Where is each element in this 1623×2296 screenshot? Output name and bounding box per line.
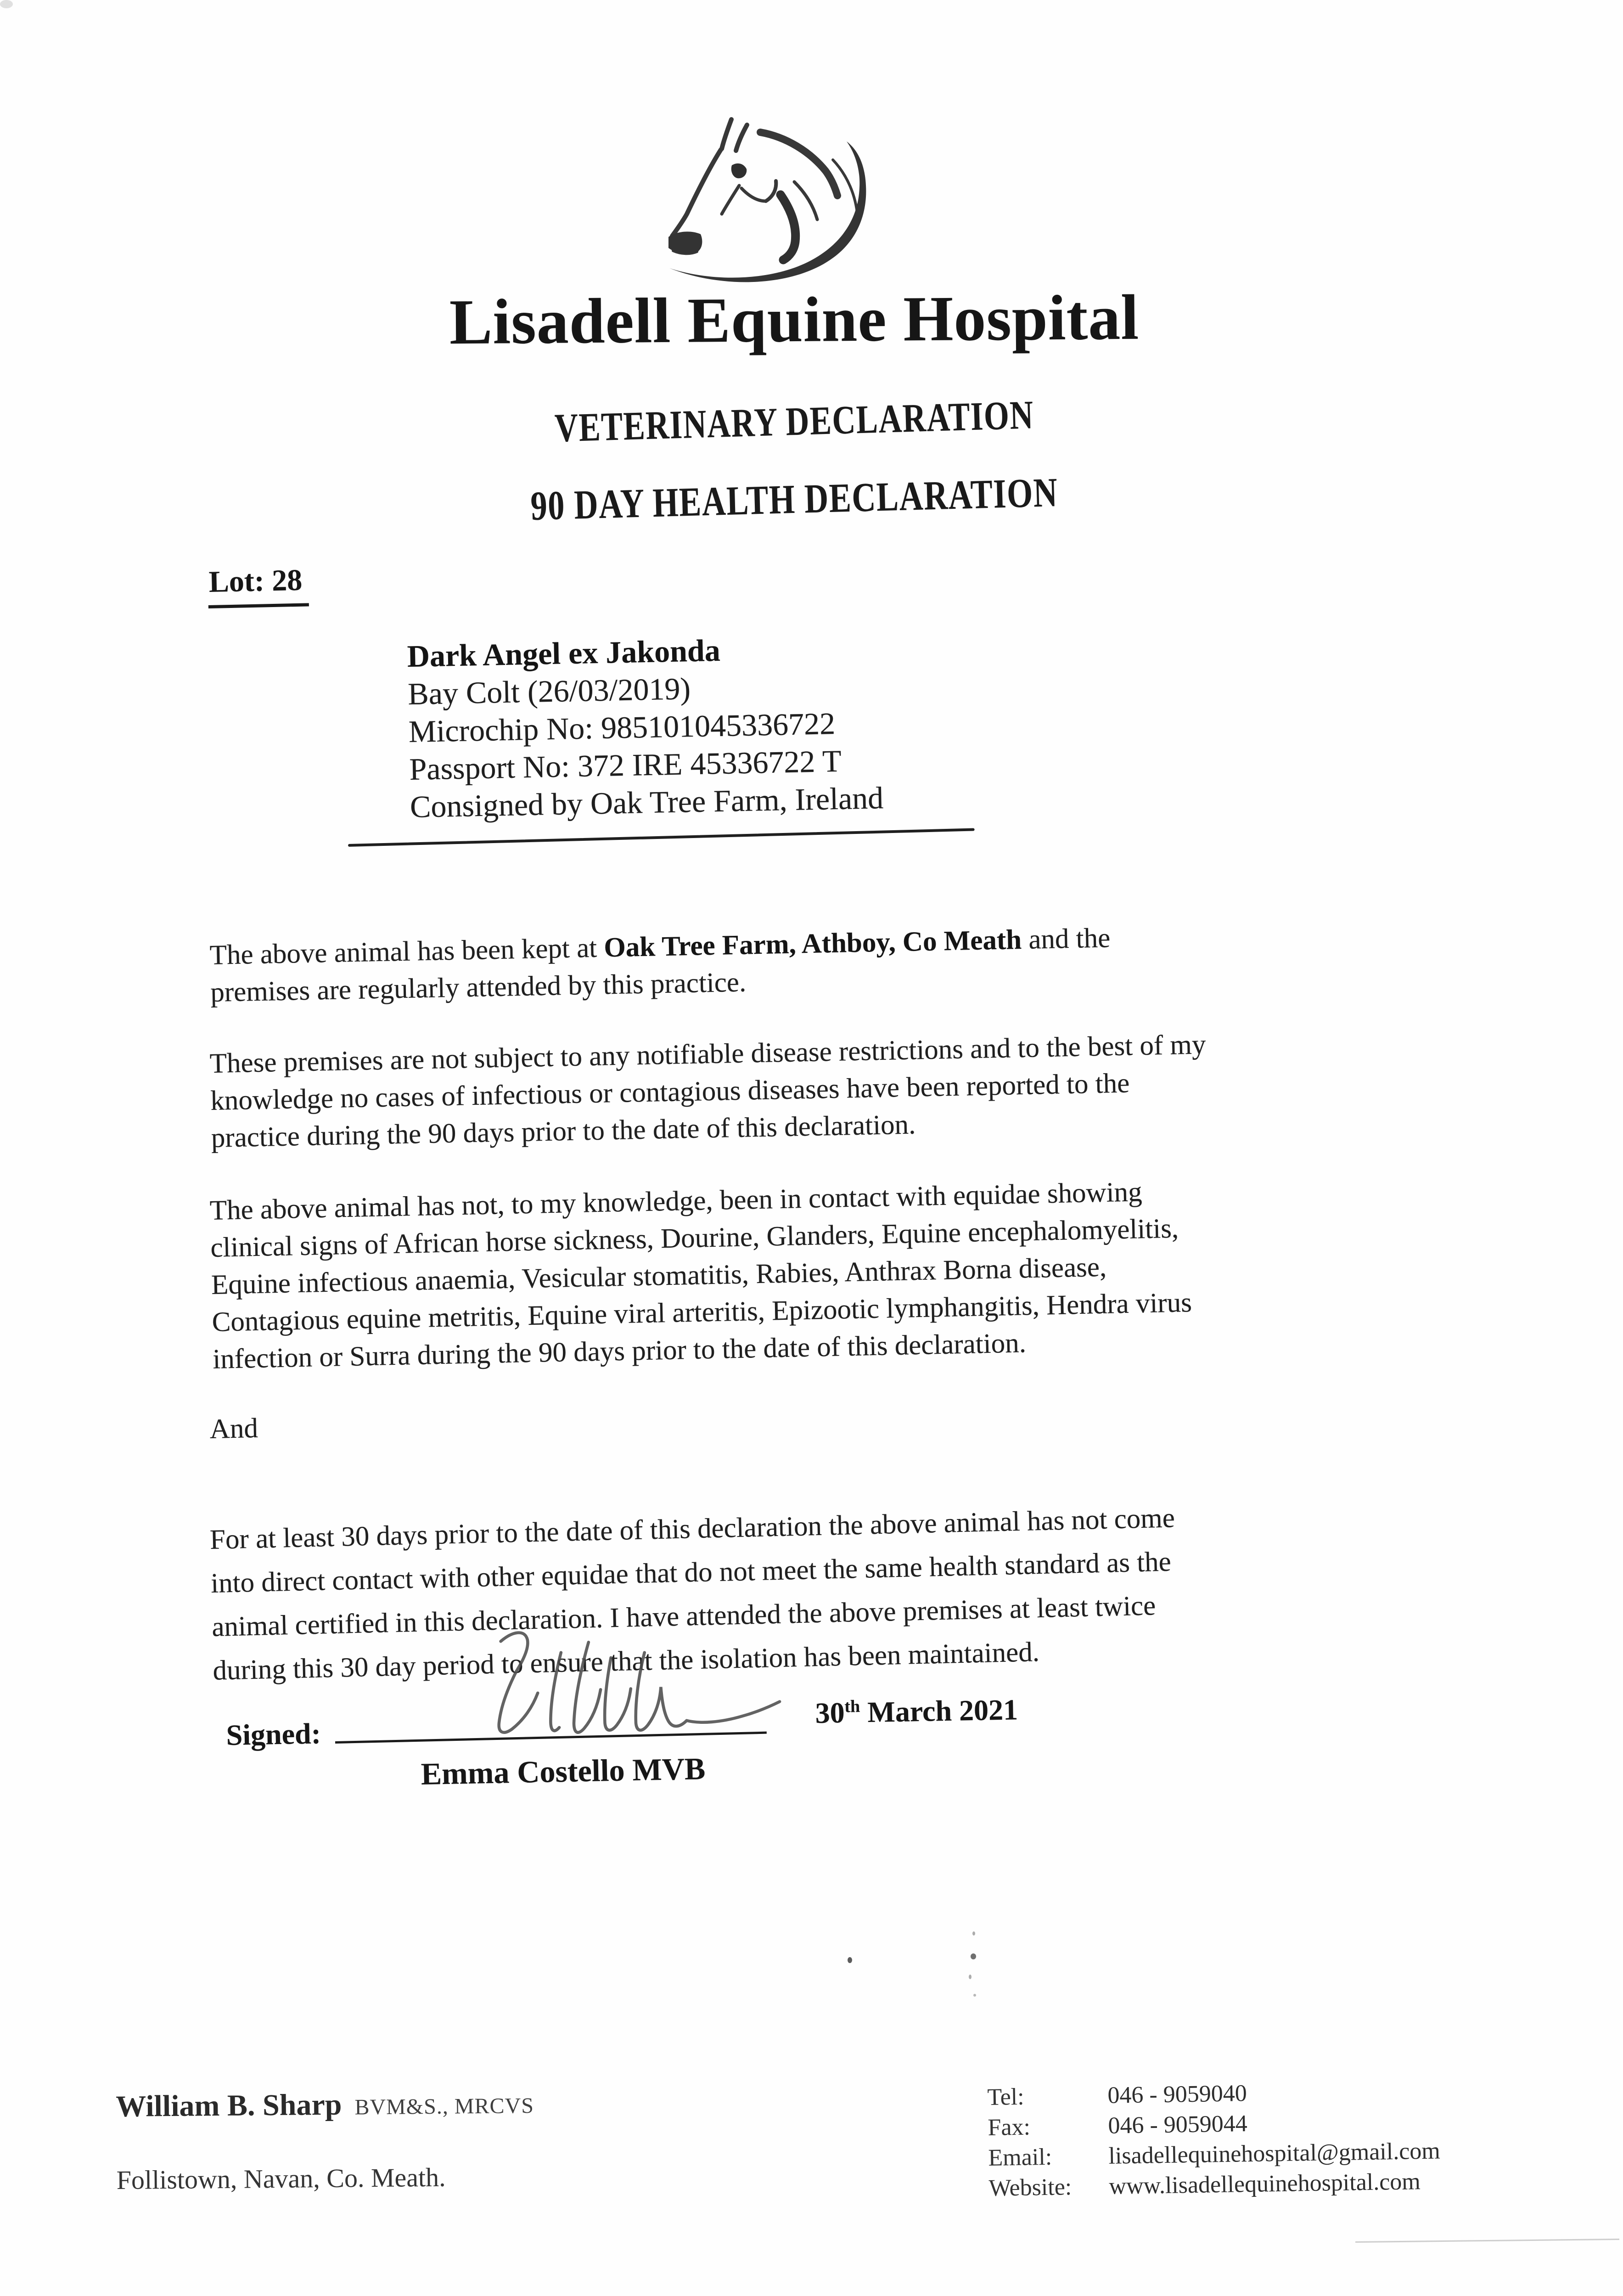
animal-name: Dark Angel ex Jakonda [407, 632, 721, 674]
declaration-date [815, 1693, 1018, 1730]
animal-microchip: Microchip No: 985101045336722 [408, 706, 836, 749]
tel-label: Tel: [987, 2083, 1025, 2110]
paragraph-contact-diseases: The above animal has not, to my knowledge, been in contact with equidae showing clinical signs of African horse sickness, Dourine, Glanders, Equine encephalomyelitis, Equine infectious anaemia, Vesicular stomatitis, Rabies, Anthrax Borna disease, Contagious equine metritis, Equine viral arteritis, Epizootic lymphangitis, Hendra virus infection or Surra during the 90 days prior to the date of this declaration. [209, 1176, 1192, 1375]
paragraph-1-suffix: and the premises are regularly attended by this practice. [210, 923, 1111, 1008]
paragraph-connector: And [209, 1412, 258, 1445]
date-day: 30 [815, 1696, 845, 1729]
animal-description: Bay Colt (26/03/2019) [407, 671, 691, 711]
document-title: VETERINARY DECLARATION [554, 393, 1035, 451]
scan-speck [972, 1931, 975, 1936]
scan-speck [969, 1975, 972, 1979]
tel-value: 046 - 9059040 [1107, 2080, 1247, 2109]
website-label: Website: [988, 2174, 1072, 2201]
handwritten-signature [450, 1616, 822, 1754]
paragraph-isolation: For at least 30 days prior to the date of this declaration the above animal has not come into direct contact with other equidae that do not meet the same health standard as the animal certified in this declaration. I have attended the above premises at least twice during this 30 day period to ensure that the isolation has been maintained. [209, 1503, 1175, 1686]
email-value: lisadellequinehospital@gmail.com [1108, 2138, 1441, 2169]
scan-smudge [0, 0, 13, 8]
paragraph-1-farm-name: Oak Tree Farm, Athboy, Co Meath [603, 924, 1022, 963]
horse-head-crescent-icon [643, 105, 900, 302]
website-value: www.lisadellequinehospital.com [1109, 2168, 1421, 2200]
lot-number: Lot: 28 [208, 563, 309, 608]
paragraph-premises-kept [209, 912, 1469, 1011]
paragraph-1-prefix: The above animal has been kept at [209, 932, 605, 971]
practice-address: Follistown, Navan, Co. Meath. [116, 2162, 446, 2195]
animal-consignor: Consigned by Oak Tree Farm, Ireland [410, 780, 884, 824]
scan-scratch-line [1355, 2239, 1619, 2243]
animal-details [407, 628, 884, 826]
paragraph-disease-restrictions: These premises are not subject to any notifiable disease restrictions and to the best of my knowledge no cases of infectious or contagious diseases have been reported to the practice during the 90 days prior to the date of this declaration. [209, 1029, 1206, 1154]
scan-speck [973, 1994, 976, 1997]
contact-details [987, 2077, 1441, 2205]
scan-speck [848, 1957, 852, 1963]
document-subtitle: 90 DAY HEALTH DECLARATION [530, 469, 1059, 529]
signatory-name: Emma Costello MVB [421, 1751, 706, 1791]
contact-row-website [988, 2168, 1441, 2205]
fax-value: 046 - 9059044 [1108, 2110, 1248, 2139]
vet-qualifications: BVM&S., MRCVS [354, 2093, 534, 2120]
vet-name: William B. Sharp [116, 2088, 342, 2123]
signature-scribble-icon [450, 1616, 822, 1754]
date-month-year: March 2021 [859, 1693, 1018, 1729]
vet-name-line [116, 2086, 534, 2124]
signed-label: Signed: [226, 1717, 321, 1751]
details-underline [348, 828, 975, 847]
fax-label: Fax: [988, 2114, 1031, 2141]
practice-details [116, 2086, 535, 2195]
horse-head-logo [643, 105, 900, 302]
email-label: Email: [988, 2144, 1052, 2171]
date-ordinal-suffix: th [844, 1696, 860, 1716]
scan-speck [971, 1953, 976, 1959]
animal-passport: Passport No: 372 IRE 45336722 T [409, 743, 842, 787]
clinic-name: Lisadell Equine Hospital [449, 281, 1140, 358]
